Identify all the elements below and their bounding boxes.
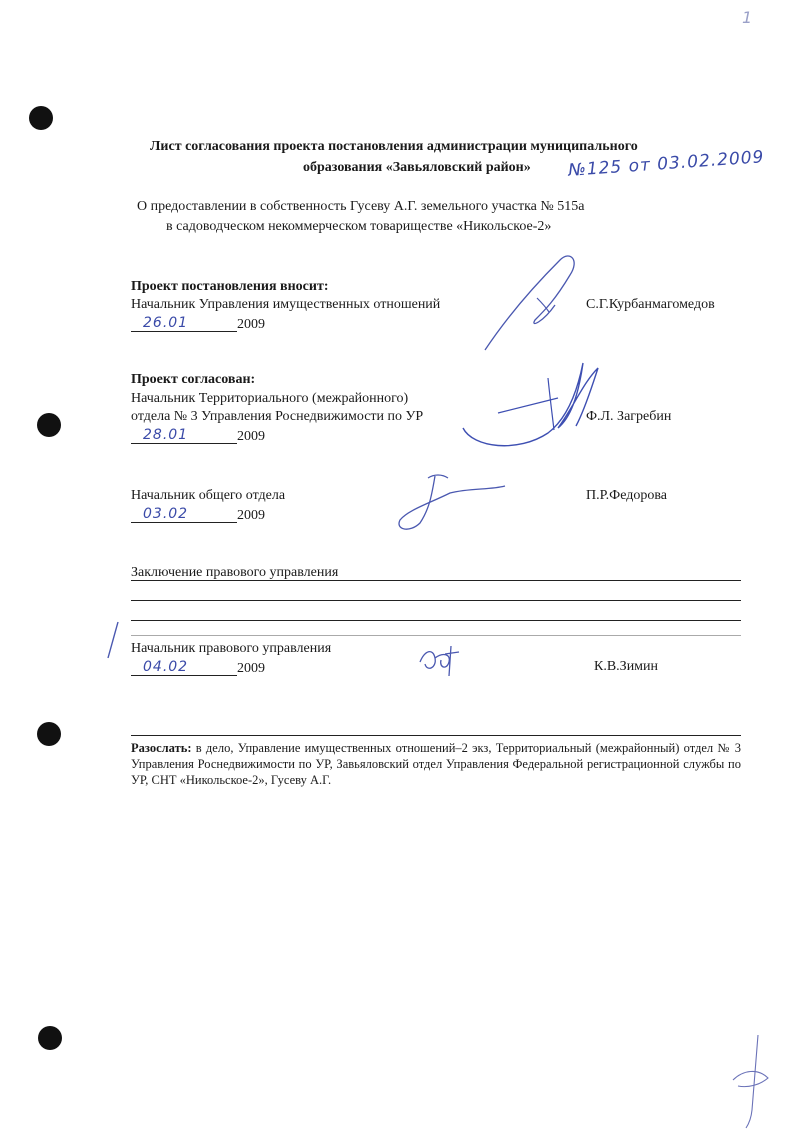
block-3-name: П.Р.Федорова [586, 488, 667, 503]
legal-name: К.В.Зимин [594, 659, 659, 674]
block-2-position-line-2: отдела № 3 Управления Роснедвижимости по УР [131, 409, 424, 424]
block-2-date-line [131, 426, 291, 446]
page-title-line-1: Лист согласования проекта постановления администрации муниципального [150, 139, 638, 154]
block-2-position-line-1: Начальник Территориального (межрайонного) [131, 391, 409, 406]
signature-kurbanmagomedov [475, 250, 585, 360]
corner-initials-mark [718, 1030, 778, 1130]
conclusion-line-4 [131, 635, 741, 636]
legal-year: 2009 [237, 661, 265, 676]
signature-fedorova [390, 468, 510, 538]
block-3-date-handwritten: 03.02 [143, 506, 189, 522]
signature-zimin [415, 640, 465, 680]
block-3-year: 2009 [237, 508, 265, 523]
block-2-year: 2009 [237, 429, 265, 444]
date-blank [131, 675, 237, 676]
conclusion-line-1 [131, 580, 741, 581]
block-3-position: Начальник общего отдела [131, 488, 286, 503]
distribution-rule [131, 735, 741, 736]
block-2-date-handwritten: 28.01 [143, 427, 189, 443]
binder-hole-3 [37, 722, 61, 746]
date-blank [131, 443, 237, 444]
block-3-date-line [131, 505, 291, 525]
block-1-year: 2009 [237, 317, 265, 332]
binder-hole-1 [29, 106, 53, 130]
subject-line-1: О предоставлении в собственность Гусеву А.Г. земельного участка № 515а [137, 199, 585, 214]
block-1-position: Начальник Управления имущественных отношений [131, 297, 441, 312]
legal-date-line [131, 658, 291, 678]
legal-date-handwritten: 04.02 [143, 659, 189, 675]
distribution-list [131, 740, 741, 788]
legal-conclusion-label: Заключение правового управления [131, 565, 339, 580]
binder-hole-4 [38, 1026, 62, 1050]
block-1-name: С.Г.Курбанмагомедов [586, 297, 715, 312]
block-1-date-handwritten: 26.01 [143, 315, 189, 331]
conclusion-line-3 [131, 620, 741, 621]
block-2-name: Ф.Л. Загребин [586, 409, 672, 424]
block-1-date-line [131, 314, 291, 334]
margin-check-mark [104, 620, 124, 660]
conclusion-line-2 [131, 600, 741, 601]
distribution-label: Разослать: [131, 741, 192, 755]
legal-position: Начальник правового управления [131, 641, 332, 656]
date-blank [131, 522, 237, 523]
block-1-header: Проект постановления вносит: [131, 279, 329, 294]
date-blank [131, 331, 237, 332]
title-handwritten-number: №125 от 03.02.2009 [567, 147, 766, 181]
distribution-text: в дело, Управление имущественных отношений–2 экз, Территориальный (межрайонный) отдел № 3 Управления Роснедвижимости по УР, Завьяловский отдел Управления Федеральной регистрационной службы по УР, СНТ «Никольское-2», Гусеву А.Г. [131, 741, 741, 787]
binder-hole-2 [37, 413, 61, 437]
block-2-header: Проект согласован: [131, 372, 256, 387]
signature-zagrebin [458, 358, 608, 458]
subject-line-2: в садоводческом некоммерческом товариществе «Никольское-2» [166, 219, 552, 234]
corner-page-mark: 1 [742, 8, 754, 27]
page-title-line-2: образования «Завьяловский район» [303, 160, 531, 175]
